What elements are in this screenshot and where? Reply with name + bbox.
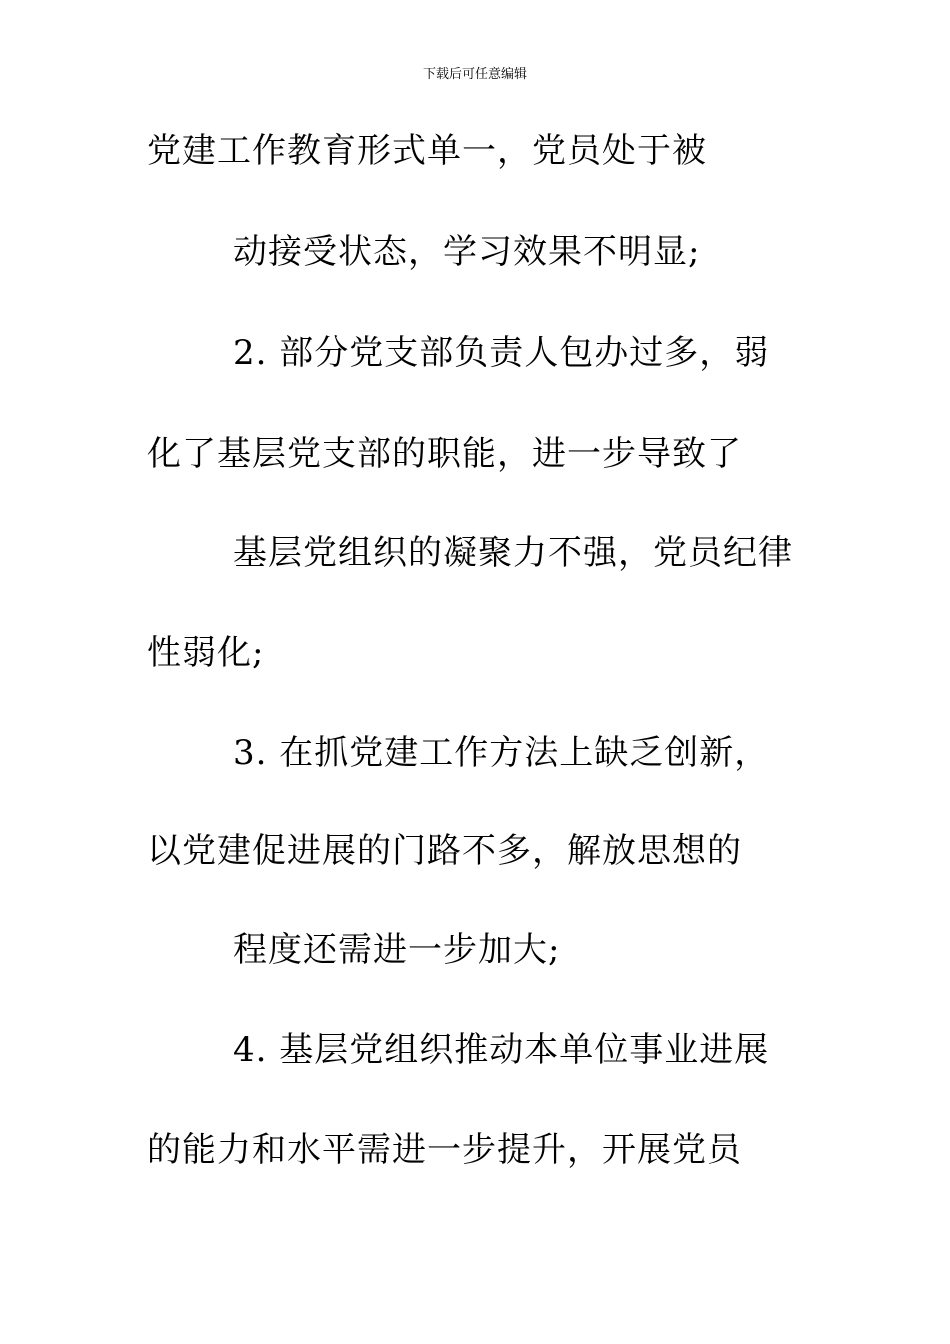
- text-line: 4. 基层党组织推动本单位事业进展: [233, 1030, 770, 1070]
- text-line: 性弱化;: [147, 633, 265, 673]
- text-line: 以党建促进展的门路不多，解放思想的: [147, 831, 742, 871]
- text-line: 3. 在抓党建工作方法上缺乏创新，: [233, 733, 770, 773]
- header-note: 下载后可任意编辑: [422, 67, 527, 82]
- text-line: 基层党组织的凝聚力不强，党员纪律: [233, 533, 793, 573]
- text-line: 的能力和水平需进一步提升，开展党员: [147, 1130, 742, 1170]
- text-line: 2. 部分党支部负责人包办过多，弱: [233, 333, 770, 373]
- text-line: 程度还需进一步加大;: [233, 930, 561, 970]
- text-line: 化了基层党支部的职能，进一步导致了: [147, 434, 742, 474]
- text-line: 动接受状态，学习效果不明显;: [233, 232, 701, 272]
- text-line: 党建工作教育形式单一，党员处于被: [147, 131, 707, 171]
